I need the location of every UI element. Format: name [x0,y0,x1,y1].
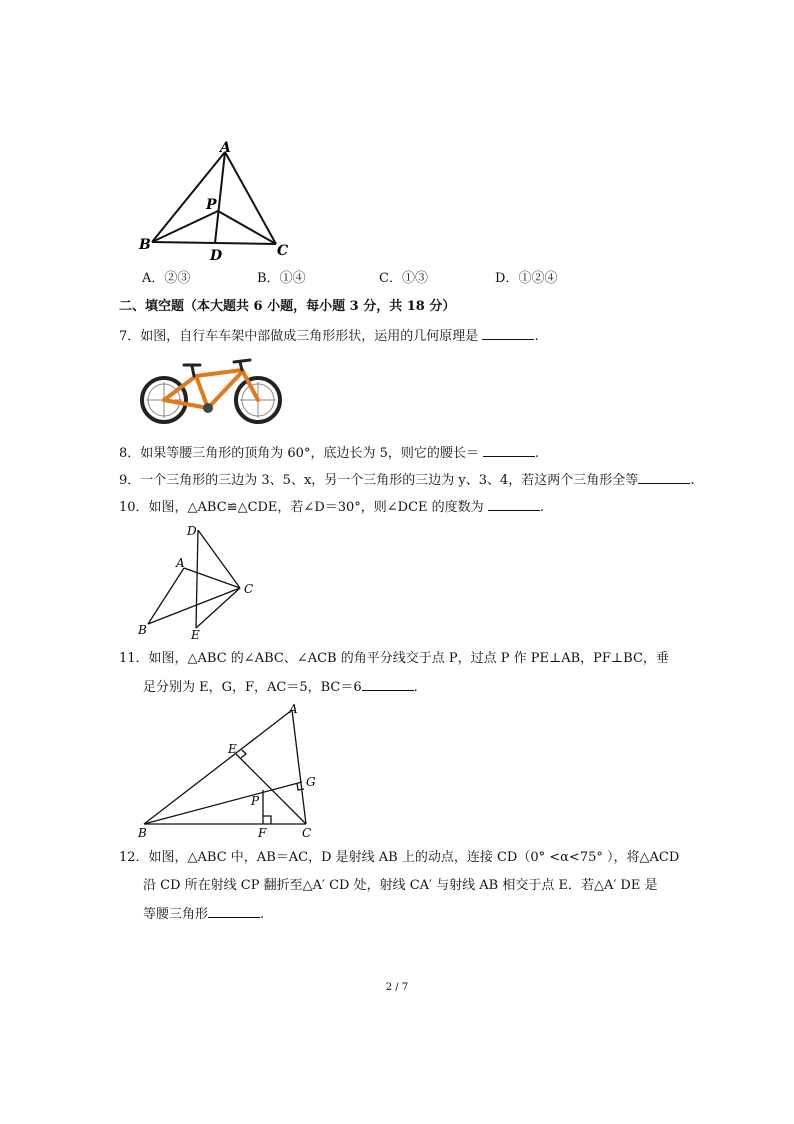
answer-blank[interactable] [362,678,414,691]
label-a: A [220,140,231,156]
question-8: 8．如果等腰三角形的顶角为 60°，底边长为 5，则它的腰长＝ . [119,446,540,461]
figure-congruent-triangles [132,520,267,642]
answer-blank[interactable] [488,498,540,511]
label-b: B [138,623,147,637]
answer-blank[interactable] [483,444,535,457]
bicycle-image [138,356,288,428]
label-b: B [139,237,151,253]
label-a: A [289,702,298,716]
label-g: G [306,775,316,789]
label-d: D [187,524,197,538]
question-11-line-2: 足分别为 E，G，F，AC＝5，BC＝6 . [143,680,418,695]
label-e: E [191,628,200,642]
option-b: B．①④ [257,271,306,286]
option-d: D．①②④ [495,271,558,286]
option-a: A．②③ [142,271,191,286]
label-b: B [138,826,147,840]
question-10: 10．如图，△ABC≌△CDE，若∠D＝30°，则∠DCE 的度数为 . [119,500,544,515]
label-a: A [176,556,185,570]
answer-blank[interactable] [482,327,534,340]
figure-angle-bisectors [132,698,332,840]
label-c: C [302,826,312,840]
figure-triangle-apd [130,138,300,266]
label-c: C [244,582,254,596]
question-9: 9．一个三角形的三边为 3、5、x，另一个三角形的三边为 y、3、4，若这两个三角形全等 . [119,473,695,488]
question-12-line-2: 沿 CD 所在射线 CP 翻折至△A′ CD 处，射线 CA′ 与射线 AB 相交于点 E．若△A′ DE 是 [143,878,658,893]
label-e: E [228,742,237,756]
answer-blank[interactable] [208,905,260,918]
label-d: D [210,248,223,264]
page-number: 2 / 7 [385,982,409,993]
question-12-line-3: 等腰三角形 . [143,907,265,922]
label-p: P [206,197,217,213]
label-f: F [258,826,267,840]
option-c: C．①③ [379,271,428,286]
question-12-line-1: 12．如图，△ABC 中，AB＝AC，D 是射线 AB 上的动点，连接 CD（0° <α<75° ），将△ACD [119,850,680,865]
label-p: P [251,794,260,808]
question-11-line-1: 11．如图，△ABC 的∠ABC、∠ACB 的角平分线交于点 P，过点 P 作 PE⊥AB，PF⊥BC，垂 [119,651,669,666]
section-heading: 二、填空题（本大题共 6 小题，每小题 3 分，共 18 分） [119,299,456,314]
label-c: C [277,243,289,259]
question-7: 7．如图，自行车车架中部做成三角形形状，运用的几何原理是 . [119,329,539,344]
answer-blank[interactable] [638,471,690,484]
